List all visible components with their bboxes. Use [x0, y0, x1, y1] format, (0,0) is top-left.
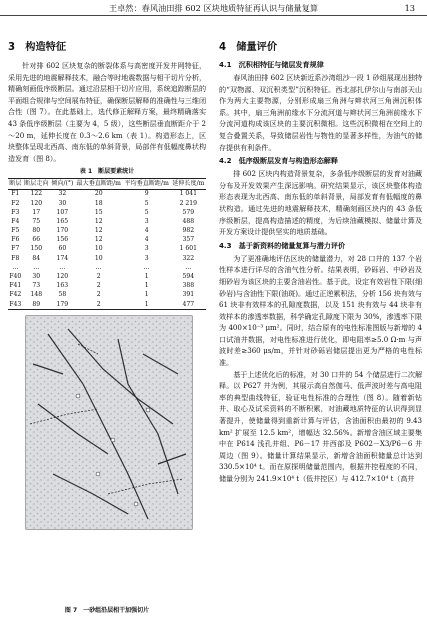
- table-cell: 156: [56, 236, 69, 244]
- table-header-cell: 倾向/(°): [50, 179, 75, 190]
- table-row: [8, 218, 206, 227]
- table-row: [8, 254, 206, 263]
- subsection-4-1: 4.1 沉积相特征与储层发育规律: [219, 60, 324, 69]
- table-header-cell: 延伸长度/m: [171, 179, 206, 190]
- table-cell: 10: [94, 254, 103, 262]
- table-row: [8, 300, 206, 310]
- table-cell: 60: [58, 245, 67, 253]
- running-title: 王卓然：春风油田排 602 区块地质特征再认识与储量复算: [108, 3, 319, 13]
- table-cell: 982: [182, 227, 195, 235]
- table-cell: 357: [182, 236, 195, 244]
- table-cell: F6: [11, 236, 20, 244]
- table-cell: F8: [11, 254, 20, 262]
- table-cell: 1: [144, 273, 149, 281]
- table-row: [8, 245, 206, 254]
- table-cell: …: [143, 263, 150, 271]
- table-cell: 66: [32, 236, 41, 244]
- table-cell: 1 601: [179, 245, 198, 253]
- table-caption: 表 1 断层要素统计: [79, 168, 135, 176]
- table-cell: …: [12, 263, 19, 271]
- table-cell: 148: [30, 291, 43, 299]
- table-cell: 174: [56, 254, 69, 262]
- table-cell: F41: [9, 282, 22, 290]
- table-cell: F7: [11, 245, 20, 253]
- table-row: [8, 227, 206, 236]
- table-cell: 89: [23, 300, 50, 310]
- table-cell: 5: [144, 199, 149, 207]
- subsection-4-3: 4.3 基于新资料的储量复算与潜力评价: [219, 240, 346, 250]
- table-row: [8, 282, 206, 291]
- table-cell: …: [95, 263, 102, 271]
- paragraph-4-1: 春风油田排 602 区块新近系沙湾组沙一段 1 砂组展现出独特的“双物源、双沉积类型”沉积特征。西北部扎伊尔山与南部天山作为两大主要物源，分别形成扇三角洲与辫状河三角洲沉积体系。其中，扇三角洲前缘水下分流河道与辫状河三角洲前缘水下分流河道构成该区块的主要沉积微相。这些沉积微相在空间上的复合叠置关系，导致储层岩性与物性的显著多样性，为油气的储存提供有利条件。: [219, 73, 422, 152]
- table-row: [8, 291, 206, 300]
- table-cell: 58: [58, 291, 67, 299]
- section-heading-4: 4 储量评价: [219, 42, 278, 53]
- fault-table: [8, 178, 206, 310]
- table-cell: 75: [32, 217, 41, 225]
- paragraph-structure: 针对排 602 区块复杂的断裂体系与高密度开发井网特征，采用先进的地震解释技术，融合等时地震数据与相干切片分析，精确刻画低序级断层。通过沿层相干切片应用，系统追踪断层的平面组合规律与空间展布特征，确保断层解释的准确性与三维闭合性（图 7）。在此基础上，选代修正解释方案，最终精确落实 43 条低序级断层（主要为 4，5 级），这些断层垂直断距介于 2～20 m，延伸长度在 0.3～2.6 km（表 1）。构造形态上，区块整体呈现北西高、南东低的单斜背景，局部伴有低幅度鼻状构造发育（图 8）。: [8, 61, 206, 163]
- table-cell: 594: [182, 273, 195, 281]
- table-cell: 12: [94, 217, 103, 225]
- table-cell: 9: [144, 190, 149, 198]
- coherence-slice-figure: [8, 314, 206, 531]
- table-row: [8, 236, 206, 245]
- table-cell: F2: [11, 199, 20, 207]
- right-column: [219, 32, 422, 485]
- table-cell: 388: [182, 282, 195, 290]
- table-cell: 488: [182, 217, 195, 225]
- table-cell: F40: [9, 273, 22, 281]
- table-cell: 4: [144, 236, 149, 244]
- table-cell: 18: [94, 199, 103, 207]
- table-cell: …: [185, 263, 192, 271]
- table-row: [8, 208, 206, 217]
- table-header-cell: 断层: [8, 179, 23, 190]
- table-cell: F3: [11, 208, 20, 216]
- coherence-map: [8, 314, 206, 531]
- table-cell: 2: [96, 282, 101, 290]
- table-cell: 15: [94, 208, 103, 216]
- table-row: [8, 273, 206, 282]
- table-cell: …: [33, 263, 40, 271]
- table-cell: 477: [171, 300, 206, 310]
- table-body: [8, 189, 206, 309]
- table-cell: 391: [182, 291, 195, 299]
- table-cell: 84: [32, 254, 41, 262]
- table-cell: 120: [30, 199, 43, 207]
- table-cell: 30: [32, 273, 41, 281]
- table-cell: 165: [56, 217, 69, 225]
- table-cell: 1 041: [179, 190, 198, 198]
- table-cell: 322: [182, 254, 195, 262]
- table-header-cell: 平均垂直断距/m: [123, 179, 171, 190]
- table-cell: 163: [56, 282, 69, 290]
- table-row: [8, 263, 206, 272]
- table-cell: 12: [94, 227, 103, 235]
- table-cell: 1: [144, 282, 149, 290]
- left-column: [8, 32, 206, 531]
- table-cell: 17: [32, 208, 41, 216]
- table-cell: 3: [144, 254, 149, 262]
- table-header-row: [8, 179, 206, 190]
- table-cell: F4: [11, 217, 20, 225]
- table-cell: 122: [30, 190, 43, 198]
- table-cell: 2 219: [179, 199, 198, 207]
- table-cell: 579: [182, 208, 195, 216]
- figure-caption: 图 7 一砂组沿层相干加强切片: [64, 607, 150, 614]
- table-cell: 107: [56, 208, 69, 216]
- table-cell: 20: [94, 190, 103, 198]
- table-cell: 32: [58, 190, 67, 198]
- table-cell: 1: [144, 291, 149, 299]
- table-header-cell: 断层走向: [23, 179, 50, 190]
- table-cell: 10: [94, 245, 103, 253]
- header-rule: [0, 15, 427, 16]
- table-header-cell: 最大垂直断距/m: [75, 179, 123, 190]
- table-row: [8, 199, 206, 208]
- paragraph-4-2: 排 602 区块内构造背景复杂，多条低序级断层的发育对油藏分布及开发效果产生深远影响。研究结果显示，该区块整体构造形态表现为北西高、南东低的单斜背景，局部发育有低幅度的鼻状构造。通过先进的地震解释技术，精确刻画区块内的 43 条低序级断层，提高构造描述的精度，为后续油藏模拟、储量计算及开发方案设计提供坚实的地质基础。: [219, 169, 422, 237]
- table-cell: 170: [56, 227, 69, 235]
- table-cell: 3: [144, 217, 149, 225]
- paragraph-4-3b: 基于上述优化后的标准，对 30 口井的 54 个储层进行二次解释。以 P627 井为例，其展示高自然伽马、低声波时差与高电阻率的典型曲线特征，验证电性标准的合理性（图 8）。随着新钻井、取心及试采资料的不断积累，对油藏地质特征的认识得到显著提升，使储量得到重新计算与评估，含油面积由最初的 9.43 km² 扩展至 12.5 km²，增幅达 32.56%。新增含油区域主要集中在 P614 浅孔井组、P6－17 井西部及 P602－X3/P6－6 井周边（图 9）。储量计算结果显示，新增含油面积储量总计达到 330.5×10⁴ t。而在原探明储量范围内，根据井控程度的不同，储量分别为 241.9×10⁴ t（低井控区）与 412.7×10⁴ t（高井: [219, 369, 422, 483]
- table-cell: 12: [94, 236, 103, 244]
- table-row: [8, 189, 206, 199]
- table-cell: 3: [144, 245, 149, 253]
- table-cell: 2: [75, 300, 123, 310]
- table-cell: 5: [144, 208, 149, 216]
- table-cell: 2: [96, 273, 101, 281]
- table-cell: 80: [32, 227, 41, 235]
- table-cell: …: [59, 263, 66, 271]
- table-cell: 2: [96, 291, 101, 299]
- table-cell: 4: [144, 227, 149, 235]
- table-cell: F42: [9, 291, 22, 299]
- page-number: 13: [404, 3, 415, 13]
- table-cell: 1: [123, 300, 171, 310]
- paragraph-4-3a: 为了更准确地评估区块的储量潜力，对 28 口井的 137 个岩性样本进行详尽的含油气性分析。结果表明，砂砾岩、中砂岩及细砂岩为该区块的主要含油岩性。基于此，设定有效岩性下限(细砂岩)与含油性下限(油斑)。通过正逆累积法，分析 156 块有效与 61 块非有效样本的孔隙度数据，以及 151 块有效与 44 块非有效样本的渗透率数据，科学确定孔隙度下限为 30%，渗透率下限为 400×10⁻³ μm²。同时，结合原有的电性标准图版与新增的 4 口试油井数据，对电性标准进行优化，即电阻率≥5.0 Ω·m 与声波时差≥360 μs/m，并针对砂砾岩储层提出更为严格的电性标准。: [219, 253, 422, 368]
- table-cell: 30: [58, 199, 67, 207]
- section-heading-3: 3 构造特征: [8, 42, 67, 53]
- table-cell: F43: [8, 300, 23, 310]
- subsection-4-2: 4.2 低序级断层发育与构造形态解释: [219, 156, 338, 166]
- table-cell: 120: [56, 273, 69, 281]
- table-cell: F5: [11, 227, 20, 235]
- table-cell: 179: [50, 300, 75, 310]
- table-cell: F1: [11, 190, 20, 198]
- table-cell: 150: [30, 245, 43, 253]
- table-cell: 73: [32, 282, 41, 290]
